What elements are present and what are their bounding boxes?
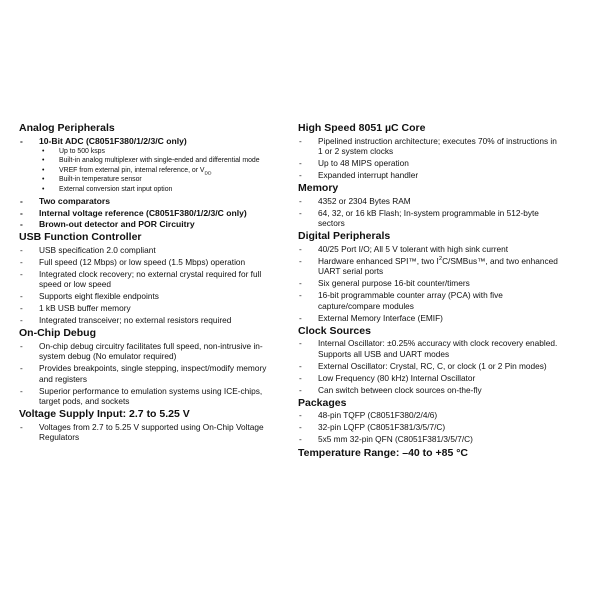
supply-item: - Voltages from 2.7 to 5.25 V supported using On-Chip Voltage Regulators (19, 422, 281, 443)
packages-heading: Packages (298, 396, 347, 409)
core-item: - Expanded interrupt handler (298, 170, 560, 181)
package-item: - 32-pin LQFP (C8051F381/3/5/7/C) (298, 422, 560, 433)
on-chip-debug-heading: On-Chip Debug (19, 327, 96, 340)
clock-sources-heading: Clock Sources (298, 324, 371, 337)
clock-item: - Can switch between clock sources on-the-fly (298, 385, 560, 396)
usb-function-controller-heading: USB Function Controller (19, 231, 142, 244)
clock-item: - External Oscillator: Crystal, RC, C, or clock (1 or 2 Pin modes) (298, 361, 560, 372)
adc-item: - 10-Bit ADC (C8051F380/1/2/3/C only) (19, 136, 281, 147)
right-column (298, 121, 560, 459)
usb-item: - Integrated clock recovery; no external crystal required for full speed or low speed (19, 269, 281, 290)
debug-item: - Provides breakpoints, single stepping, inspect/modify memory and registers (19, 363, 281, 384)
package-item: - 5x5 mm 32-pin QFN (C8051F381/3/5/7/C) (298, 434, 560, 445)
memory-item: - 64, 32, or 16 kB Flash; In-system programmable in 512-byte sectors (298, 208, 560, 229)
voltage-supply-heading: Voltage Supply Input: 2.7 to 5.25 V (19, 408, 190, 421)
vdd-subscript: DD (204, 171, 212, 177)
vref-text: VREF from external pin, internal reference, or V (59, 166, 205, 174)
adc-subitem: • Up to 500 ksps (19, 148, 281, 157)
left-column (19, 121, 281, 444)
memory-heading: Memory (298, 182, 339, 194)
usb-item: - 1 kB USB buffer memory (19, 303, 281, 314)
analog-peripherals-heading: Analog Peripherals (19, 122, 115, 134)
adc-subitem (19, 167, 281, 176)
usb-item: - USB specification 2.0 compliant (19, 245, 281, 256)
voltage-reference-item: - Internal voltage reference (C8051F380/1/2/3/C only) (19, 208, 281, 219)
adc-subitem: • External conversion start input option (19, 186, 281, 195)
debug-item: - On-chip debug circuitry facilitates full speed, non-intrusive in-system debug (No emulator required) (19, 341, 281, 362)
core-heading: High Speed 8051 µC Core (298, 122, 426, 134)
comparators-item: - Two comparators (19, 196, 281, 207)
digital-item (298, 256, 560, 277)
digital-item: - 40/25 Port I/O; All 5 V tolerant with high sink current (298, 244, 560, 255)
usb-item: - Supports eight flexible endpoints (19, 291, 281, 302)
temperature-range-heading: Temperature Range: –40 to +85 °C (298, 446, 469, 459)
digital-item: - 16-bit programmable counter array (PCA) with five capture/compare modules (298, 290, 560, 311)
usb-item: - Integrated transceiver; no external resistors required (19, 315, 281, 326)
spi-text: Hardware enhanced SPI™, two I (318, 255, 439, 266)
digital-item: - External Memory Interface (EMIF) (298, 313, 560, 324)
i2c-superscript: 2 (438, 255, 443, 262)
digital-item: - Six general purpose 16-bit counter/timers (298, 278, 560, 289)
core-item: - Up to 48 MIPS operation (298, 158, 560, 169)
clock-item: - Internal Oscillator: ±0.25% accuracy with clock recovery enabled. Supports all USB and UART modes (298, 338, 560, 359)
core-item: - Pipelined instruction architecture; executes 70% of instructions in 1 or 2 system clocks (298, 136, 560, 157)
memory-item: - 4352 or 2304 Bytes RAM (298, 196, 560, 207)
digital-peripherals-heading: Digital Peripherals (298, 230, 391, 242)
clock-item: - Low Frequency (80 kHz) Internal Oscillator (298, 373, 560, 384)
brown-out-item: - Brown-out detector and POR Circuitry (19, 219, 281, 230)
debug-item: - Superior performance to emulation systems using ICE-chips, target pods, and sockets (19, 386, 281, 407)
adc-subitem: • Built-in analog multiplexer with single-ended and differential mode (19, 157, 281, 166)
smbus-text: C/SMBus™, and two enhanced UART serial ports (318, 255, 558, 276)
adc-subitem: • Built-in temperature sensor (19, 176, 281, 185)
usb-item: - Full speed (12 Mbps) or low speed (1.5 Mbps) operation (19, 257, 281, 268)
package-item: - 48-pin TQFP (C8051F380/2/4/6) (298, 410, 560, 421)
